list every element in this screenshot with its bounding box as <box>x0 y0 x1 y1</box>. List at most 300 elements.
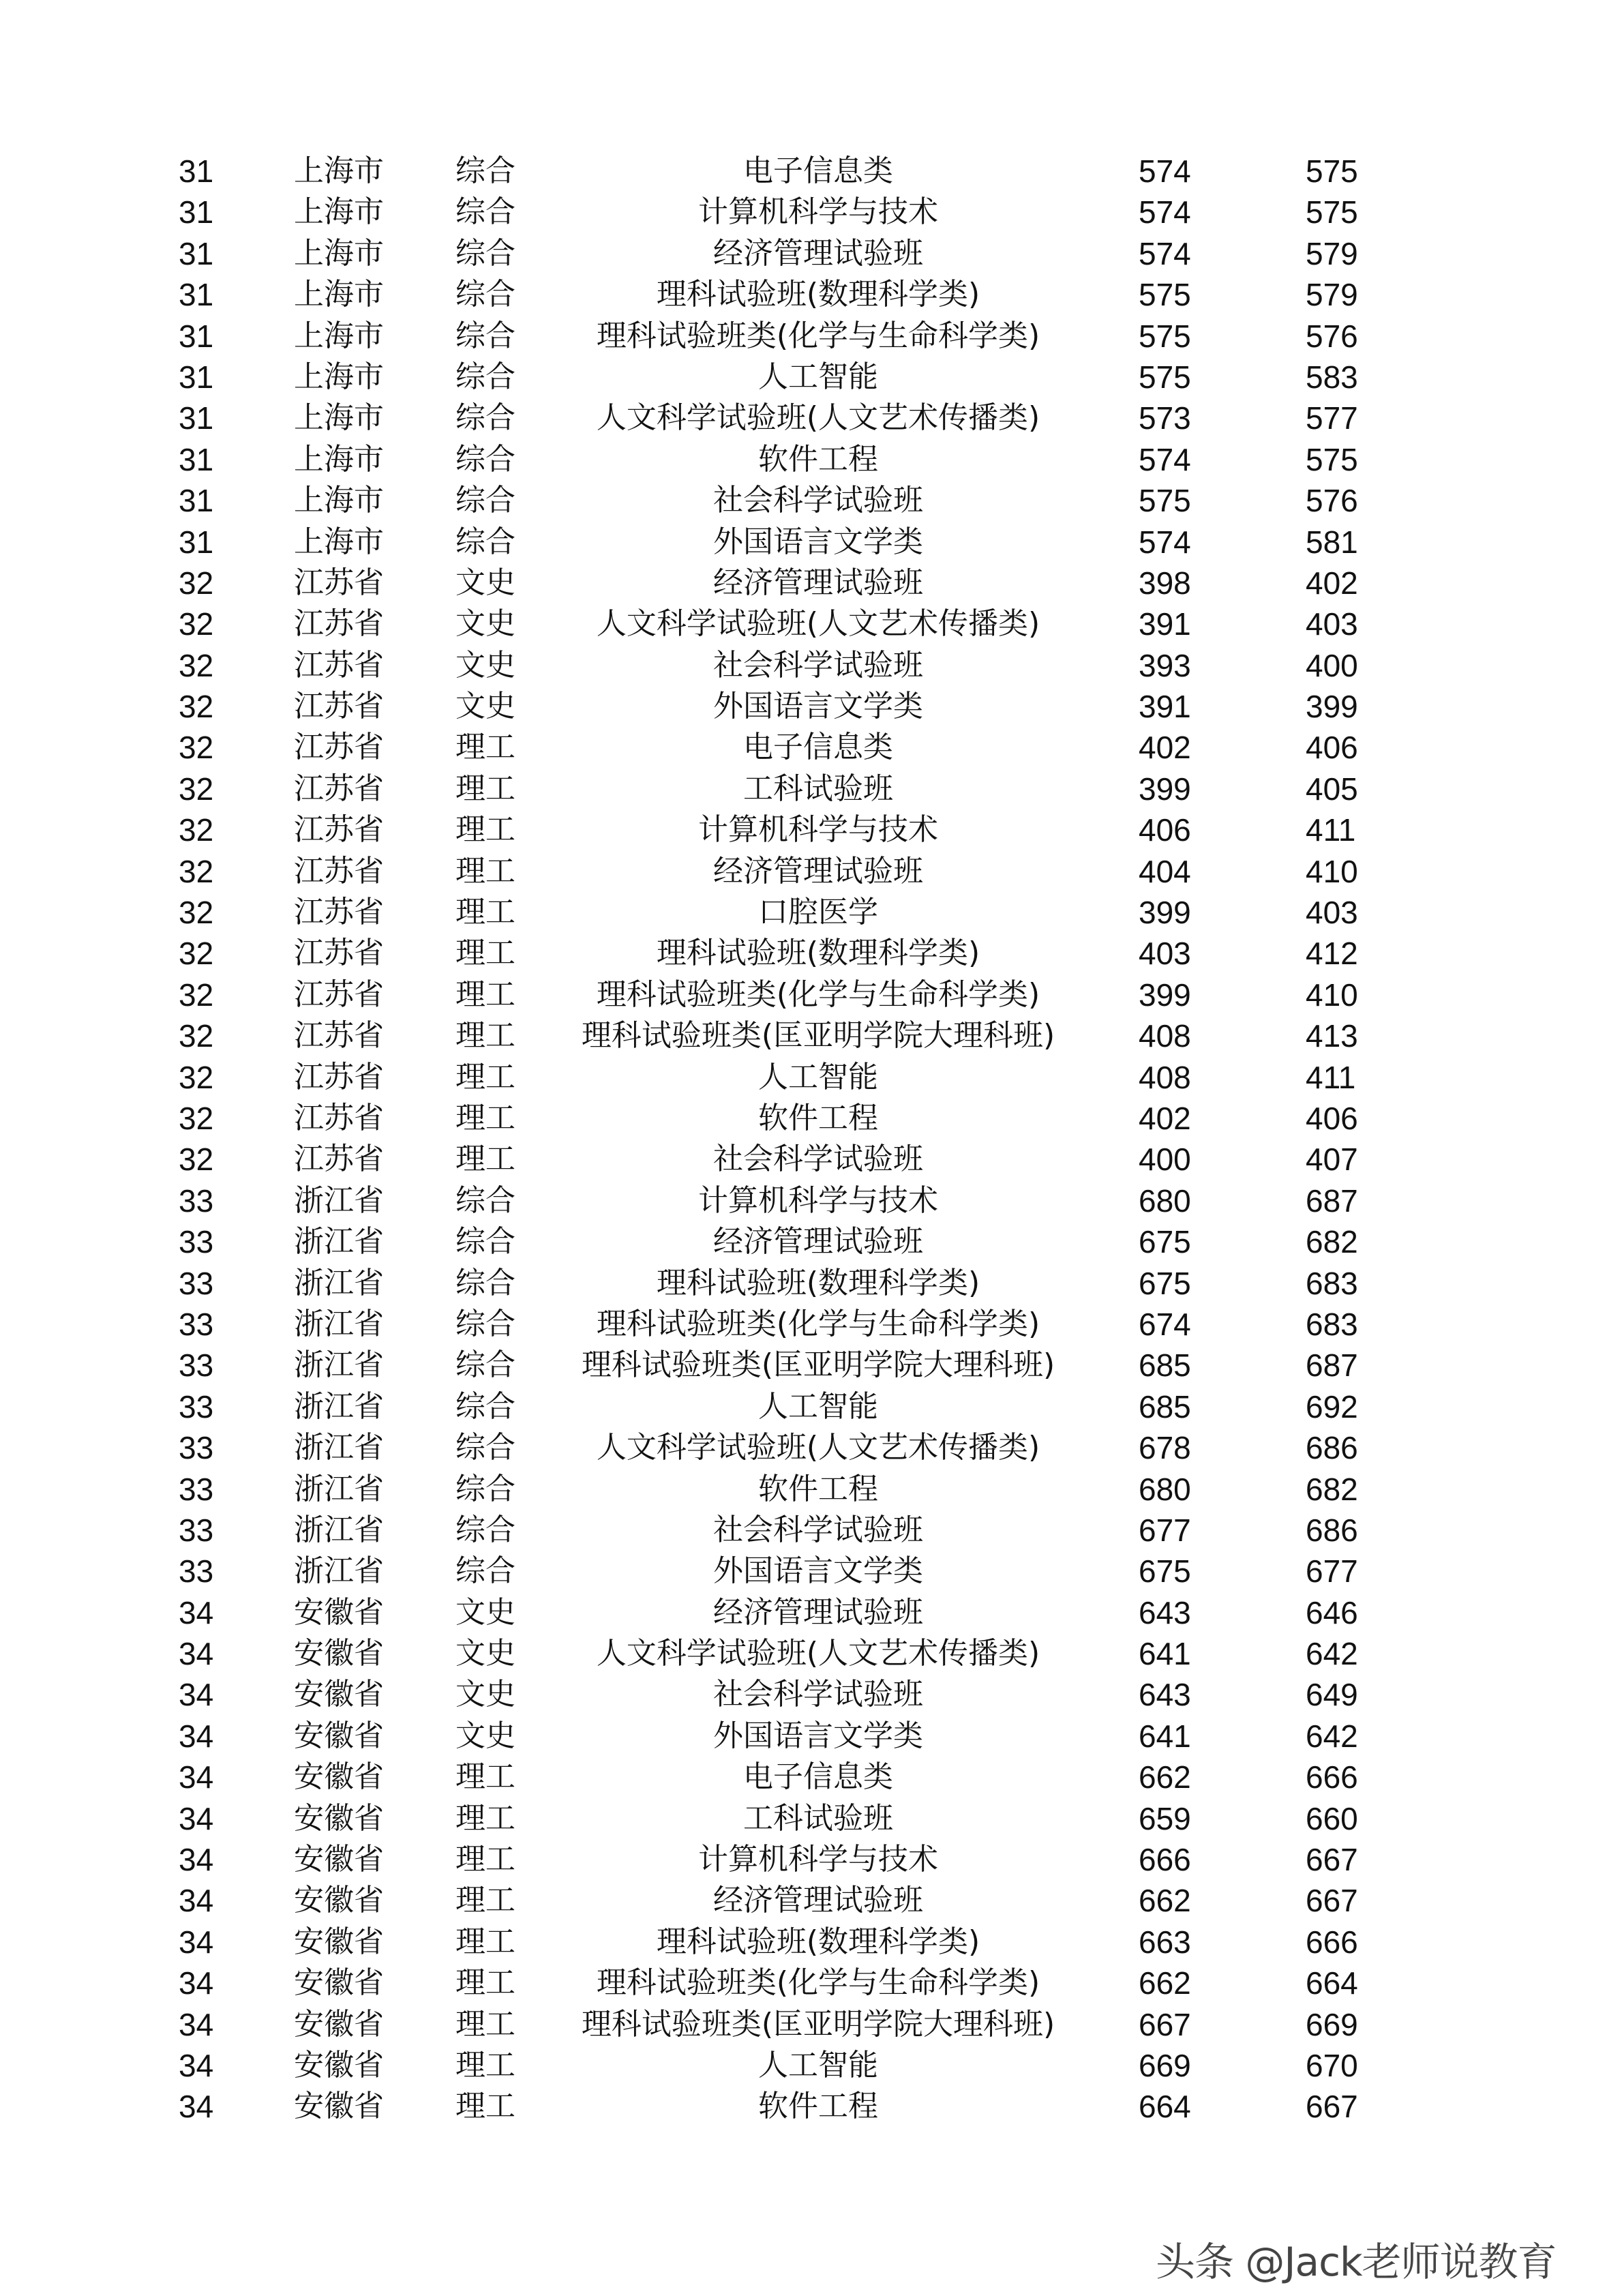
subject-type: 文史 <box>455 606 515 642</box>
province-code: 32 <box>179 1018 214 1054</box>
min-score: 398 <box>1139 565 1191 601</box>
table-row <box>0 1880 1622 1921</box>
table-row <box>0 1839 1622 1880</box>
province-code: 34 <box>179 2089 214 2125</box>
major-name: 理科试验班类(匡亚明学院大理科班) <box>581 1347 1055 1383</box>
province-name: 江苏省 <box>294 689 384 724</box>
max-score: 579 <box>1306 277 1358 313</box>
min-score: 667 <box>1139 2006 1191 2042</box>
province-code: 31 <box>179 441 214 477</box>
table-row <box>0 727 1622 768</box>
min-score: 574 <box>1139 524 1191 560</box>
table-row <box>0 1427 1622 1468</box>
min-score: 677 <box>1139 1512 1191 1548</box>
major-name: 电子信息类 <box>743 153 893 188</box>
province-code: 31 <box>179 359 214 395</box>
subject-type: 综合 <box>455 524 515 559</box>
province-code: 32 <box>179 771 214 807</box>
table-row <box>0 686 1622 727</box>
province-code: 33 <box>179 1182 214 1219</box>
max-score: 399 <box>1306 689 1358 725</box>
min-score: 574 <box>1139 153 1191 189</box>
min-score: 408 <box>1139 1018 1191 1054</box>
major-name: 理科试验班类(化学与生命科学类) <box>596 976 1040 1012</box>
major-name: 理科试验班类(化学与生命科学类) <box>596 1306 1040 1341</box>
min-score: 675 <box>1139 1224 1191 1260</box>
province-code: 32 <box>179 606 214 642</box>
min-score: 400 <box>1139 1142 1191 1178</box>
max-score: 646 <box>1306 1594 1358 1630</box>
subject-type: 综合 <box>455 1430 515 1465</box>
province-name: 安徽省 <box>294 1842 384 1877</box>
major-name: 计算机科学与技术 <box>698 812 938 848</box>
major-name: 人文科学试验班(人文艺术传播类) <box>596 606 1040 642</box>
province-code: 33 <box>179 1265 214 1301</box>
province-name: 上海市 <box>294 153 384 188</box>
min-score: 575 <box>1139 277 1191 313</box>
province-code: 33 <box>179 1347 214 1384</box>
max-score: 687 <box>1306 1347 1358 1384</box>
province-code: 34 <box>179 1883 214 1919</box>
table-row <box>0 274 1622 315</box>
major-name: 经济管理试验班 <box>713 1594 923 1630</box>
province-name: 江苏省 <box>294 565 384 600</box>
province-code: 34 <box>179 2006 214 2042</box>
province-name: 上海市 <box>294 318 384 353</box>
subject-type: 文史 <box>455 1677 515 1712</box>
province-code: 34 <box>179 1965 214 2001</box>
subject-type: 理工 <box>455 1965 515 2001</box>
max-score: 403 <box>1306 606 1358 642</box>
province-code: 32 <box>179 1059 214 1095</box>
min-score: 664 <box>1139 2089 1191 2125</box>
major-name: 理科试验班(数理科学类) <box>656 936 980 971</box>
subject-type: 综合 <box>455 441 515 477</box>
min-score: 575 <box>1139 483 1191 519</box>
table-row <box>0 769 1622 809</box>
max-score: 576 <box>1306 483 1358 519</box>
major-name: 电子信息类 <box>743 730 893 765</box>
province-code: 34 <box>179 1594 214 1630</box>
subject-type: 综合 <box>455 194 515 230</box>
province-name: 浙江省 <box>294 1512 384 1547</box>
min-score: 685 <box>1139 1388 1191 1425</box>
subject-type: 综合 <box>455 1182 515 1218</box>
province-code: 31 <box>179 235 214 271</box>
major-name: 软件工程 <box>758 2089 878 2124</box>
subject-type: 理工 <box>455 1142 515 1177</box>
province-code: 33 <box>179 1430 214 1466</box>
max-score: 400 <box>1306 647 1358 683</box>
table-row <box>0 892 1622 933</box>
table-row <box>0 439 1622 480</box>
province-code: 34 <box>179 1636 214 1672</box>
subject-type: 文史 <box>455 1718 515 1753</box>
max-score: 405 <box>1306 771 1358 807</box>
major-name: 外国语言文学类 <box>713 1718 923 1753</box>
subject-type: 理工 <box>455 1842 515 1877</box>
province-code: 34 <box>179 1677 214 1713</box>
table-row <box>0 522 1622 563</box>
table-row <box>0 563 1622 603</box>
max-score: 667 <box>1306 2089 1358 2125</box>
max-score: 683 <box>1306 1265 1358 1301</box>
min-score: 659 <box>1139 1800 1191 1836</box>
major-name: 经济管理试验班 <box>713 565 923 600</box>
min-score: 574 <box>1139 235 1191 271</box>
max-score: 575 <box>1306 194 1358 230</box>
subject-type: 理工 <box>455 1018 515 1054</box>
min-score: 666 <box>1139 1842 1191 1878</box>
table-row <box>0 1304 1622 1345</box>
min-score: 641 <box>1139 1718 1191 1754</box>
table-row <box>0 151 1622 192</box>
subject-type: 理工 <box>455 730 515 765</box>
min-score: 675 <box>1139 1265 1191 1301</box>
table-row <box>0 192 1622 233</box>
province-code: 32 <box>179 895 214 931</box>
major-name: 外国语言文学类 <box>713 524 923 559</box>
major-name: 理科试验班类(化学与生命科学类) <box>596 1965 1040 2001</box>
min-score: 680 <box>1139 1471 1191 1507</box>
province-name: 江苏省 <box>294 812 384 848</box>
major-name: 软件工程 <box>758 1100 878 1135</box>
major-name: 工科试验班 <box>743 771 893 806</box>
max-score: 677 <box>1306 1553 1358 1590</box>
province-name: 浙江省 <box>294 1388 384 1424</box>
province-name: 江苏省 <box>294 1142 384 1177</box>
subject-type: 文史 <box>455 1594 515 1630</box>
subject-type: 文史 <box>455 1636 515 1671</box>
max-score: 581 <box>1306 524 1358 560</box>
subject-type: 综合 <box>455 318 515 353</box>
province-code: 32 <box>179 1100 214 1136</box>
table-row <box>0 1139 1622 1180</box>
subject-type: 理工 <box>455 1800 515 1836</box>
table-row <box>0 1221 1622 1262</box>
subject-type: 综合 <box>455 153 515 188</box>
max-score: 579 <box>1306 235 1358 271</box>
province-code: 31 <box>179 277 214 313</box>
max-score: 403 <box>1306 895 1358 931</box>
max-score: 687 <box>1306 1182 1358 1219</box>
subject-type: 理工 <box>455 771 515 806</box>
subject-type: 理工 <box>455 853 515 889</box>
province-code: 33 <box>179 1471 214 1507</box>
subject-type: 综合 <box>455 277 515 312</box>
max-score: 667 <box>1306 1883 1358 1919</box>
major-name: 理科试验班(数理科学类) <box>656 1924 980 1959</box>
province-code: 33 <box>179 1553 214 1590</box>
subject-type: 理工 <box>455 2006 515 2042</box>
min-score: 406 <box>1139 812 1191 848</box>
major-name: 人工智能 <box>758 2047 878 2083</box>
table-row <box>0 1674 1622 1715</box>
major-name: 理科试验班类(化学与生命科学类) <box>596 318 1040 353</box>
table-row <box>0 1386 1622 1427</box>
province-name: 浙江省 <box>294 1553 384 1589</box>
min-score: 663 <box>1139 1924 1191 1960</box>
min-score: 662 <box>1139 1759 1191 1795</box>
province-code: 32 <box>179 936 214 972</box>
province-code: 34 <box>179 1800 214 1836</box>
min-score: 685 <box>1139 1347 1191 1384</box>
province-name: 浙江省 <box>294 1224 384 1259</box>
min-score: 574 <box>1139 441 1191 477</box>
max-score: 407 <box>1306 1142 1358 1178</box>
min-score: 573 <box>1139 400 1191 436</box>
province-name: 安徽省 <box>294 1800 384 1836</box>
province-code: 34 <box>179 1842 214 1878</box>
subject-type: 综合 <box>455 483 515 518</box>
max-score: 670 <box>1306 2047 1358 2083</box>
max-score: 412 <box>1306 936 1358 972</box>
province-code: 34 <box>179 1759 214 1795</box>
table-row <box>0 1510 1622 1551</box>
min-score: 403 <box>1139 936 1191 972</box>
major-name: 人工智能 <box>758 1388 878 1424</box>
province-code: 33 <box>179 1306 214 1342</box>
province-code: 33 <box>179 1224 214 1260</box>
subject-type: 综合 <box>455 1306 515 1341</box>
table-row <box>0 1345 1622 1386</box>
major-name: 社会科学试验班 <box>713 1512 923 1547</box>
min-score: 393 <box>1139 647 1191 683</box>
province-name: 浙江省 <box>294 1471 384 1506</box>
province-code: 32 <box>179 565 214 601</box>
min-score: 399 <box>1139 895 1191 931</box>
subject-type: 理工 <box>455 2089 515 2124</box>
min-score: 675 <box>1139 1553 1191 1590</box>
province-code: 34 <box>179 1718 214 1754</box>
major-name: 外国语言文学类 <box>713 1553 923 1589</box>
major-name: 人文科学试验班(人文艺术传播类) <box>596 1430 1040 1465</box>
subject-type: 综合 <box>455 400 515 436</box>
max-score: 692 <box>1306 1388 1358 1425</box>
min-score: 404 <box>1139 853 1191 889</box>
table-row <box>0 2045 1622 2086</box>
min-score: 402 <box>1139 1100 1191 1136</box>
table-row <box>0 2004 1622 2045</box>
table-row <box>0 480 1622 521</box>
major-name: 经济管理试验班 <box>713 1224 923 1259</box>
major-name: 工科试验班 <box>743 1800 893 1836</box>
subject-type: 理工 <box>455 1883 515 1918</box>
max-score: 682 <box>1306 1471 1358 1507</box>
min-score: 674 <box>1139 1306 1191 1342</box>
major-name: 软件工程 <box>758 441 878 477</box>
max-score: 666 <box>1306 1759 1358 1795</box>
min-score: 391 <box>1139 606 1191 642</box>
subject-type: 综合 <box>455 1224 515 1259</box>
subject-type: 综合 <box>455 1347 515 1383</box>
subject-type: 理工 <box>455 936 515 971</box>
table-row <box>0 933 1622 974</box>
table-row <box>0 398 1622 438</box>
max-score: 413 <box>1306 1018 1358 1054</box>
subject-type: 综合 <box>455 1553 515 1589</box>
min-score: 662 <box>1139 1965 1191 2001</box>
province-name: 浙江省 <box>294 1347 384 1383</box>
subject-type: 理工 <box>455 895 515 930</box>
major-name: 计算机科学与技术 <box>698 1842 938 1877</box>
table-row <box>0 233 1622 274</box>
province-name: 上海市 <box>294 235 384 271</box>
major-name: 计算机科学与技术 <box>698 194 938 230</box>
province-code: 32 <box>179 689 214 725</box>
province-name: 江苏省 <box>294 853 384 889</box>
subject-type: 理工 <box>455 1924 515 1959</box>
province-code: 32 <box>179 976 214 1013</box>
province-name: 上海市 <box>294 194 384 230</box>
province-name: 安徽省 <box>294 1759 384 1795</box>
subject-type: 综合 <box>455 1388 515 1424</box>
major-name: 理科试验班(数理科学类) <box>656 277 980 312</box>
table-row <box>0 1757 1622 1798</box>
province-name: 江苏省 <box>294 1100 384 1135</box>
major-name: 人文科学试验班(人文艺术传播类) <box>596 1636 1040 1671</box>
score-table <box>0 151 1622 2128</box>
province-name: 安徽省 <box>294 1718 384 1753</box>
province-code: 34 <box>179 1924 214 1960</box>
min-score: 399 <box>1139 771 1191 807</box>
province-name: 安徽省 <box>294 1594 384 1630</box>
min-score: 574 <box>1139 194 1191 230</box>
subject-type: 理工 <box>455 1100 515 1135</box>
max-score: 406 <box>1306 1100 1358 1136</box>
major-name: 理科试验班类(匡亚明学院大理科班) <box>581 1018 1055 1054</box>
table-row <box>0 1551 1622 1592</box>
max-score: 411 <box>1306 812 1356 848</box>
province-name: 上海市 <box>294 483 384 518</box>
table-row <box>0 1015 1622 1056</box>
min-score: 575 <box>1139 318 1191 354</box>
table-row <box>0 316 1622 357</box>
major-name: 口腔医学 <box>758 895 878 930</box>
min-score: 575 <box>1139 359 1191 395</box>
table-row <box>0 974 1622 1015</box>
major-name: 社会科学试验班 <box>713 1142 923 1177</box>
subject-type: 理工 <box>455 1759 515 1795</box>
table-row <box>0 1963 1622 2003</box>
min-score: 662 <box>1139 1883 1191 1919</box>
province-code: 32 <box>179 730 214 766</box>
min-score: 643 <box>1139 1677 1191 1713</box>
subject-type: 理工 <box>455 1059 515 1094</box>
max-score: 686 <box>1306 1512 1358 1548</box>
min-score: 678 <box>1139 1430 1191 1466</box>
subject-type: 文史 <box>455 565 515 600</box>
province-code: 33 <box>179 1388 214 1425</box>
subject-type: 综合 <box>455 235 515 271</box>
table-row <box>0 851 1622 892</box>
province-name: 安徽省 <box>294 1636 384 1671</box>
major-name: 理科试验班(数理科学类) <box>656 1265 980 1300</box>
major-name: 理科试验班类(匡亚明学院大理科班) <box>581 2006 1055 2042</box>
table-row <box>0 1263 1622 1304</box>
subject-type: 综合 <box>455 359 515 394</box>
max-score: 411 <box>1306 1059 1356 1095</box>
max-score: 410 <box>1306 853 1358 889</box>
province-code: 31 <box>179 483 214 519</box>
province-code: 33 <box>179 1512 214 1548</box>
province-name: 江苏省 <box>294 606 384 642</box>
province-code: 34 <box>179 2047 214 2083</box>
province-name: 安徽省 <box>294 2089 384 2124</box>
major-name: 计算机科学与技术 <box>698 1182 938 1218</box>
province-code: 31 <box>179 400 214 436</box>
table-row <box>0 1592 1622 1633</box>
max-score: 669 <box>1306 2006 1358 2042</box>
major-name: 外国语言文学类 <box>713 689 923 724</box>
table-row <box>0 1922 1622 1963</box>
subject-type: 综合 <box>455 1512 515 1547</box>
subject-type: 综合 <box>455 1265 515 1300</box>
max-score: 577 <box>1306 400 1358 436</box>
max-score: 666 <box>1306 1924 1358 1960</box>
subject-type: 理工 <box>455 976 515 1012</box>
province-name: 江苏省 <box>294 1059 384 1094</box>
table-row <box>0 1098 1622 1139</box>
max-score: 575 <box>1306 441 1358 477</box>
max-score: 583 <box>1306 359 1358 395</box>
province-name: 浙江省 <box>294 1265 384 1300</box>
province-name: 江苏省 <box>294 771 384 806</box>
table-row <box>0 2086 1622 2127</box>
province-name: 上海市 <box>294 277 384 312</box>
province-code: 31 <box>179 524 214 560</box>
province-name: 安徽省 <box>294 1924 384 1959</box>
max-score: 683 <box>1306 1306 1358 1342</box>
min-score: 669 <box>1139 2047 1191 2083</box>
max-score: 642 <box>1306 1636 1358 1672</box>
province-name: 安徽省 <box>294 1883 384 1918</box>
min-score: 402 <box>1139 730 1191 766</box>
table-row <box>0 1798 1622 1839</box>
province-code: 31 <box>179 318 214 354</box>
province-name: 上海市 <box>294 441 384 477</box>
min-score: 643 <box>1139 1594 1191 1630</box>
subject-type: 综合 <box>455 1471 515 1506</box>
major-name: 经济管理试验班 <box>713 1883 923 1918</box>
major-name: 人工智能 <box>758 359 878 394</box>
province-code: 31 <box>179 153 214 189</box>
max-score: 649 <box>1306 1677 1358 1713</box>
province-name: 浙江省 <box>294 1306 384 1341</box>
major-name: 软件工程 <box>758 1471 878 1506</box>
max-score: 402 <box>1306 565 1358 601</box>
province-name: 江苏省 <box>294 976 384 1012</box>
major-name: 社会科学试验班 <box>713 483 923 518</box>
province-name: 安徽省 <box>294 2047 384 2083</box>
province-name: 安徽省 <box>294 1677 384 1712</box>
min-score: 408 <box>1139 1059 1191 1095</box>
province-code: 32 <box>179 812 214 848</box>
major-name: 经济管理试验班 <box>713 853 923 889</box>
max-score: 682 <box>1306 1224 1358 1260</box>
max-score: 406 <box>1306 730 1358 766</box>
province-code: 32 <box>179 853 214 889</box>
max-score: 576 <box>1306 318 1358 354</box>
province-name: 上海市 <box>294 524 384 559</box>
table-row <box>0 357 1622 398</box>
table-row <box>0 1633 1622 1674</box>
province-code: 32 <box>179 647 214 683</box>
max-score: 575 <box>1306 153 1358 189</box>
max-score: 667 <box>1306 1842 1358 1878</box>
subject-type: 文史 <box>455 647 515 683</box>
table-row <box>0 603 1622 644</box>
